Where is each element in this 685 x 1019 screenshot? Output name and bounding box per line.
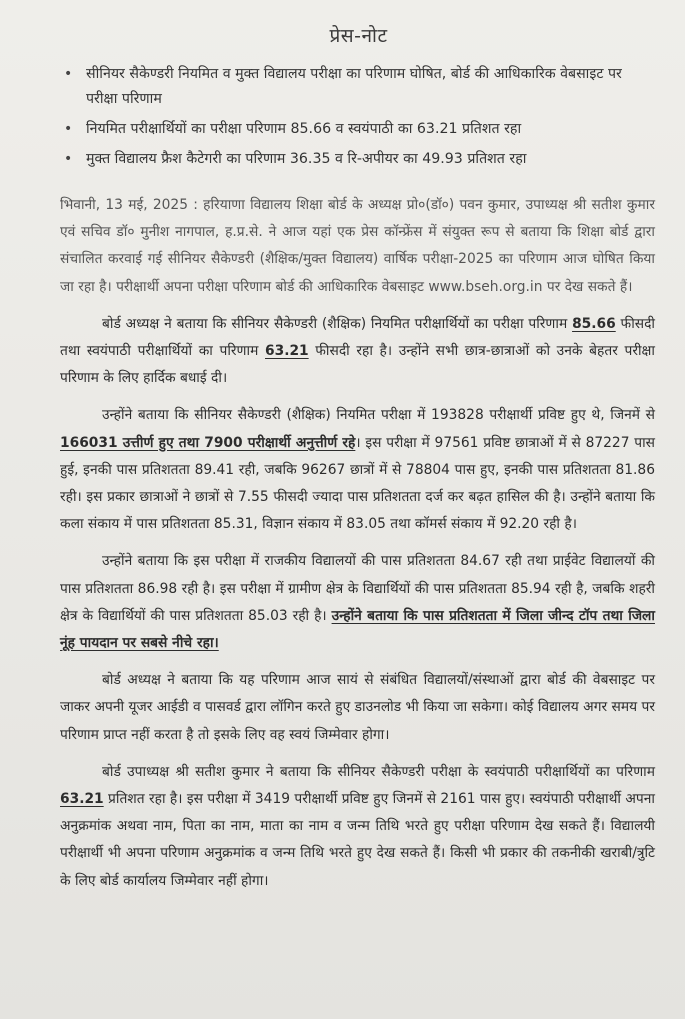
regular-pass-percent: 85.66 — [572, 315, 616, 332]
highlight-item: • नियमित परीक्षार्थियों का परीक्षा परिणाम 85.66 व स्वयंपाठी का 63.21 प्रतिशत रहा — [62, 117, 655, 142]
text-segment: प्रतिशत रहा है। इस परीक्षा में 3419 परीक्षार्थी प्रविष्ट हुए जिनमें से 2161 पास हुए। स्वयंपाठी परीक्षार्थी अपना अनुक्रमांक अथवा नाम, पिता का नाम, माता का नाम व जन्म तिथि भरते हुए परीक्षा परिणाम देख सकते हैं। विद्यालयी परीक्षार्थी भी अपना परिणाम अनुक्रमांक व जन्म तिथि भरते हुए देख सकते हैं। किसी भी प्रकार की तकनीकी खराबी/त्रुटि के लिए बोर्ड कार्यालय जिम्मेवार नहीं होगा। — [60, 791, 655, 889]
page-title: प्रेस-नोट — [329, 25, 388, 47]
paragraph-statistics — [60, 402, 655, 538]
text-segment: उन्होंने बताया कि इस परीक्षा में राजकीय विद्यालयों की पास प्रतिशतता 84.67 रही तथा प्राईवेट विद्यालयों की पास प्रतिशतता 86.98 रही है। इस परीक्षा में ग्रामीण क्षेत्र के विद्यार्थियों की पास प्रतिशतता 85.94 रही है, जबकि शहरी क्षेत्र के विद्यार्थियों की पास प्रतिशतता 85.03 रही है। — [60, 553, 655, 624]
private-pass-percent: 63.21 — [265, 343, 309, 360]
text-segment: उन्होंने बताया कि सीनियर सैकेण्डरी (शैक्षिक) नियमित परीक्षा में 193828 परीक्षार्थी प्रविष्ट हुए थे, जिनमें से — [102, 407, 655, 424]
highlight-item: • मुक्त विद्यालय फ्रैश कैटेगरी का परिणाम 36.35 व रि-अपीयर का 49.93 प्रतिशत रहा — [62, 147, 655, 172]
pass-fail-counts: 166031 उत्तीर्ण हुए तथा 7900 परीक्षार्थी अनुत्तीर्ण रहे — [60, 434, 356, 451]
highlight-item: • सीनियर सैकेण्डरी नियमित व मुक्त विद्यालय परीक्षा का परिणाम घोषित, बोर्ड की आधिकारिक वेबसाइट पर परीक्षा परिणाम — [62, 62, 655, 112]
private-result-percent: 63.21 — [60, 791, 104, 808]
paragraph-results — [60, 311, 655, 393]
text-segment: । इस परीक्षा में 97561 प्रविष्ट छात्राओं में से 87227 पास हुई, इनकी पास प्रतिशतता 89.41 रही, जबकि 96267 छात्रों में से 78804 पास हुए, इनकी पास प्रतिशतता 81.86 रही। इस प्रकार छात्राओं ने छात्रों से 7.55 फीसदी ज्यादा पास प्रतिशतता दर्ज कर बढ़त हासिल की है। उन्होंने बताया कि कला संकाय में पास प्रतिशतता 85.31, विज्ञान संकाय में 83.05 तथा कॉमर्स संकाय में 92.20 रही है। — [60, 434, 655, 533]
text-segment: बोर्ड उपाध्यक्ष श्री सतीश कुमार ने बताया कि सीनियर सैकेण्डरी परीक्षा के स्वयंपाठी परीक्षार्थियों का परिणाम — [102, 763, 655, 780]
paragraph-school-types — [60, 548, 655, 657]
text-segment: बोर्ड अध्यक्ष ने बताया कि सीनियर सैकेण्डरी (शैक्षिक) नियमित परीक्षार्थियों का परीक्षा परिणाम — [102, 315, 573, 332]
paragraph-private-candidates — [60, 759, 655, 895]
district-ranking: उन्होंने बताया कि पास प्रतिशतता में जिला जीन्द टॉप तथा जिला नूंह पायदान पर सबसे नीचे रहा। — [60, 607, 655, 652]
text-segment: फीसदी रहा है। उन्होंने सभी छात्र-छात्राओं को उनके बेहतर परीक्षा परिणाम के लिए हार्दिक बधाई दी। — [60, 343, 655, 387]
highlights-list — [62, 62, 655, 172]
text-segment: फीसदी तथा स्वयंपाठी परीक्षार्थियों का परिणाम — [60, 315, 655, 360]
press-note-body — [60, 192, 655, 895]
paragraph-intro: भिवानी, 13 मई, 2025 : हरियाणा विद्यालय शिक्षा बोर्ड के अध्यक्ष प्रो०(डॉ०) पवन कुमार, उपाध्यक्ष श्री सतीश कुमार एवं सचिव डॉ० मुनीश नागपाल, ह.प्र.से. ने आज यहां एक प्रेस कॉन्फ्रेंस में संयुक्त रूप से बताया कि शिक्षा बोर्ड द्वारा संचालित करवाई गई सीनियर सैकेण्डरी (शैक्षिक/मुक्त विद्यालय) वार्षिक परीक्षा-2025 का परिणाम आज घोषित किया जा रहा है। परीक्षार्थी अपना परीक्षा परिणाम बोर्ड की आधिकारिक वेबसाइट www.bseh.org.in पर देख सकते हैं। — [60, 197, 655, 295]
paragraph-download: बोर्ड अध्यक्ष ने बताया कि यह परिणाम आज सायं से संबंधित विद्यालयों/संस्थाओं द्वारा बोर्ड की वेबसाइट पर जाकर अपनी यूजर आईडी व पासवर्ड द्वारा लॉगिन करते हुए डाउनलोड भी किया जा सकेगा। कोई विद्यालय अगर समय पर परिणाम प्राप्त नहीं करता है तो इसके लिए वह स्वयं जिम्मेवार होगा। — [60, 672, 655, 743]
